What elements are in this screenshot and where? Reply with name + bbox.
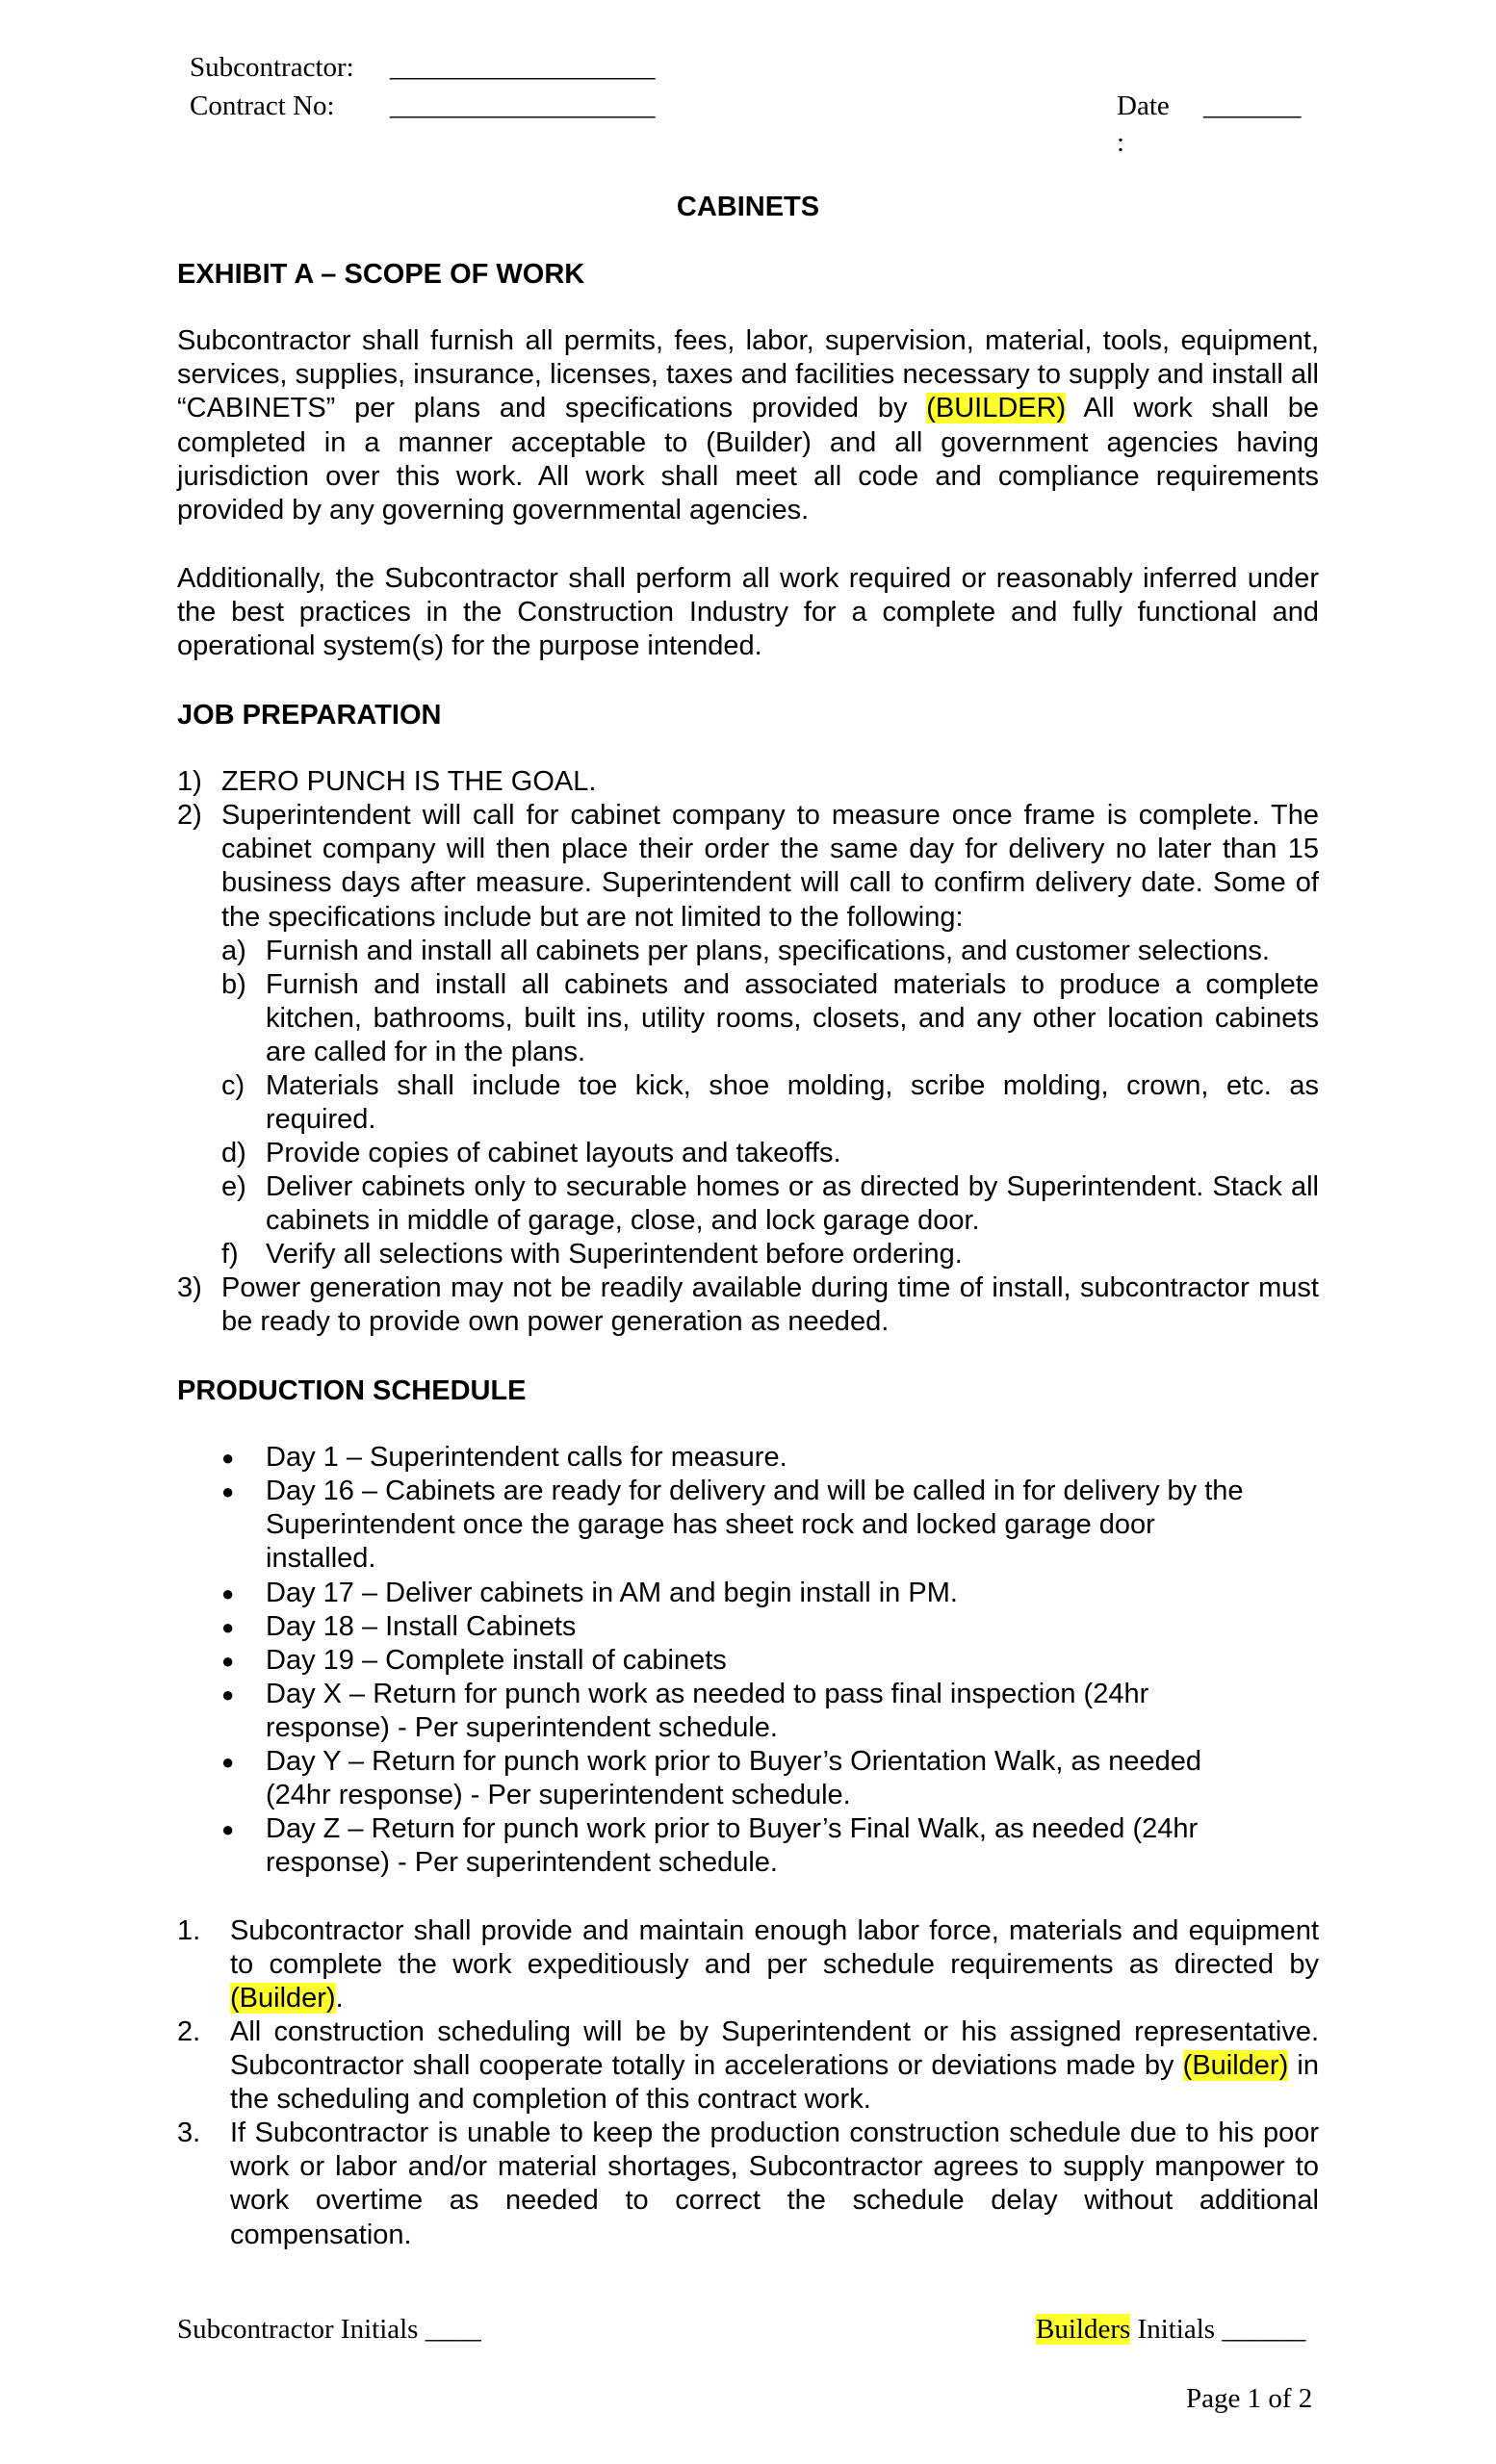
list-marker: d) <box>221 1138 246 1168</box>
bullet-item <box>221 1812 1319 1880</box>
date-label: Date <box>1117 90 1170 121</box>
list-marker: a) <box>221 936 246 966</box>
builders-highlight: Builders <box>1036 2314 1131 2345</box>
builder-highlight: (BUILDER) <box>926 393 1067 424</box>
bullet-item <box>221 1610 1319 1644</box>
sub-list-item <box>221 1238 1319 1271</box>
bullet-icon: ● <box>221 1615 235 1639</box>
bullet-item <box>221 1644 1319 1678</box>
list-marker: 3. <box>177 2118 201 2148</box>
production-schedule-heading: PRODUCTION SCHEDULE <box>177 1375 527 1406</box>
bullet-text: Day Z – Return for punch work prior to Buyer’s Final Walk, as needed (24hr response) - Per superintendent schedule. <box>266 1813 1199 1879</box>
numbered-item <box>177 2117 1319 2252</box>
date-colon: : <box>1117 127 1125 158</box>
page-number: Page 1 of 2 <box>1186 2383 1313 2414</box>
list-item <box>177 1271 1319 1339</box>
list-marker: e) <box>221 1171 246 1202</box>
bullet-text: Day 18 – Install Cabinets <box>266 1611 577 1642</box>
builders-initials[interactable] <box>1036 2310 1305 2348</box>
bullet-text: Day 17 – Deliver cabinets in AM and begin install in PM. <box>266 1578 958 1608</box>
list-item-text: Power generation may not be readily available during time of install, subcontractor must be ready to provide own power generation as needed. <box>221 1272 1319 1338</box>
list-item <box>177 799 1319 935</box>
bullet-item <box>221 1678 1319 1745</box>
numbered-item <box>177 2015 1319 2118</box>
contract-no-line[interactable]: ___________________ <box>390 90 656 121</box>
job-preparation-heading: JOB PREPARATION <box>177 700 442 731</box>
list-marker: 1) <box>177 766 202 797</box>
bullet-text: Day 1 – Superintendent calls for measure. <box>266 1442 787 1473</box>
sub-list-item <box>221 1137 1319 1170</box>
numbered-item <box>177 1914 1319 2016</box>
text-part: in the scheduling and completion of this contract work. <box>230 2050 1319 2116</box>
sub-list-item <box>221 968 1319 1070</box>
list-item-text: Materials shall include toe kick, shoe molding, scribe molding, crown, etc. as required. <box>266 1070 1319 1136</box>
sub-list-item <box>221 935 1319 968</box>
contract-no-label: Contract No: <box>190 90 335 121</box>
bullet-icon: ● <box>221 1682 235 1707</box>
bullet-text: Day X – Return for punch work as needed to pass final inspection (24hr response) - Per superintendent schedule. <box>266 1679 1149 1744</box>
text-part: All construction scheduling will be by Superintendent or his assigned representative. Subcontractor shall cooperate totally in accelerations or deviations made by <box>230 2016 1319 2082</box>
bullet-icon: ● <box>221 1446 235 1470</box>
subcontractor-label: Subcontractor: <box>190 52 354 83</box>
list-item-text: Superintendent will call for cabinet company to measure once frame is complete. The cabinet company will then place their order the same day for delivery no later than 15 business days after measure. Superintendent will call to confirm delivery date. Some of the specifications include but are not limited to the following: <box>221 800 1319 933</box>
builder-highlight: (Builder) <box>1182 2050 1289 2082</box>
text-part: Subcontractor shall provide and maintain enough labor force, materials and equipment to complete the work expeditiously and per schedule requirements as directed by <box>230 1915 1319 1981</box>
list-marker: 2. <box>177 2016 201 2047</box>
subcontractor-line[interactable]: ___________________ <box>390 52 656 83</box>
list-item-text: ZERO PUNCH IS THE GOAL. <box>221 766 597 797</box>
list-item-text: Verify all selections with Superintendent before ordering. <box>266 1239 963 1270</box>
list-item-text: Furnish and install all cabinets per plans, specifications, and customer selections. <box>266 936 1270 966</box>
text-part: . <box>335 1983 344 2015</box>
list-item-text: Provide copies of cabinet layouts and takeoffs. <box>266 1138 841 1168</box>
list-marker: 1. <box>177 1915 201 1946</box>
scope-text-a: Subcontractor shall furnish all permits, fees, labor, supervision, material, tools, equipment, services, supplies, insurance, licenses, taxes and facilities necessary to supply and install all “CABINETS” per plans and specifications provided by <box>177 325 1319 424</box>
bullet-text: Day Y – Return for punch work prior to Buyer’s Orientation Walk, as needed (24hr response) - Per superintendent schedule. <box>266 1746 1201 1811</box>
exhibit-heading: EXHIBIT A – SCOPE OF WORK <box>177 259 585 290</box>
bullet-text: Day 16 – Cabinets are ready for delivery and will be called in for delivery by the Superintendent once the garage has sheet rock and locked garage door installed. <box>266 1476 1244 1575</box>
numbered-item-text <box>230 2015 1319 2118</box>
bullet-icon: ● <box>221 1581 235 1605</box>
list-marker: 2) <box>177 800 202 831</box>
sub-list-item <box>221 1170 1319 1238</box>
numbered-item-text: If Subcontractor is unable to keep the production construction schedule due to his poor work or labor and/or material shortages, Subcontractor agrees to supply manpower to work overtime as needed to correct the schedule delay without additional compensation. <box>230 2118 1319 2250</box>
subcontractor-initials[interactable]: Subcontractor Initials ____ <box>177 2314 481 2345</box>
bullet-icon: ● <box>221 1750 235 1774</box>
bullet-icon: ● <box>221 1649 235 1673</box>
list-marker: c) <box>221 1070 245 1101</box>
date-line[interactable]: _______ <box>1203 90 1302 121</box>
list-item-text: Deliver cabinets only to securable homes or as directed by Superintendent. Stack all cabinets in middle of garage, close, and lock garage door. <box>266 1171 1319 1237</box>
bullet-item <box>221 1441 1319 1475</box>
scope-paragraph-1 <box>177 324 1319 527</box>
list-item <box>177 765 1319 799</box>
scope-paragraph-2: Additionally, the Subcontractor shall perform all work required or reasonably inferred under the best practices in the Construction Industry for a complete and fully functional and operational system(s) for the purpose intended. <box>177 563 1319 662</box>
bullet-icon: ● <box>221 1479 235 1503</box>
bullet-item <box>221 1475 1319 1577</box>
scope-text-b: All work shall be completed in a manner acceptable to (Builder) and all government agencies having jurisdiction over this work. All work shall meet all code and compliance requirements provided by any governing governmental agencies. <box>177 393 1319 526</box>
list-marker: 3) <box>177 1272 202 1303</box>
bullet-text: Day 19 – Complete install of cabinets <box>266 1645 727 1676</box>
builders-initials-text: Initials ______ <box>1130 2314 1306 2345</box>
builder-highlight: (Builder) <box>230 1983 336 2015</box>
list-marker: b) <box>221 969 246 1000</box>
sub-list-item <box>221 1069 1319 1137</box>
list-item-text: Furnish and install all cabinets and associated materials to produce a complete kitchen, bathrooms, built ins, utility rooms, closets, and any other location cabinets are called for in the plans. <box>266 969 1319 1068</box>
list-marker: f) <box>221 1239 239 1270</box>
numbered-item-text <box>230 1914 1319 2016</box>
bullet-icon: ● <box>221 1817 235 1841</box>
bullet-item <box>221 1577 1319 1610</box>
bullet-item <box>221 1745 1319 1812</box>
page-title: CABINETS <box>676 192 820 222</box>
